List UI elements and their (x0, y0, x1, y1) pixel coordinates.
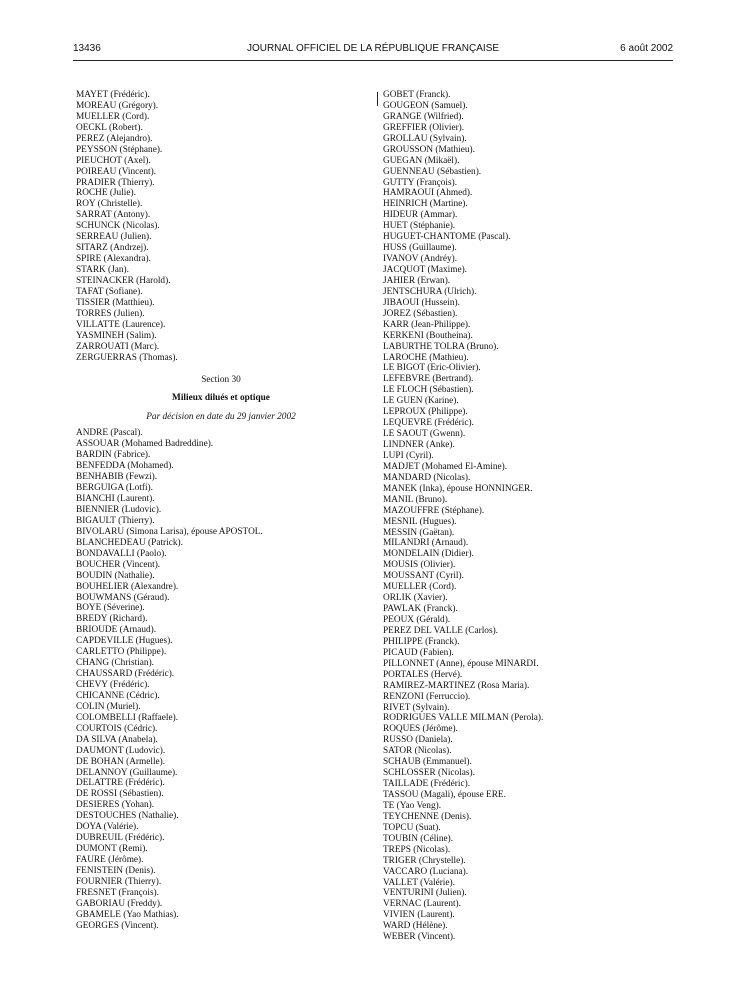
list-item: MESNIL (Hugues). (383, 516, 457, 527)
list-item: BOUWMANS (Géraud). (76, 592, 170, 603)
list-item: MANIL (Bruno). (383, 494, 448, 505)
list-item: SITARZ (Andrzej). (76, 243, 149, 254)
list-item: CARLETTO (Philippe). (76, 647, 167, 658)
list-item: SARRAT (Antony). (76, 210, 151, 221)
list-item: PEREZ DEL VALLE (Carlos). (383, 625, 498, 636)
list-item: DELANNOY (Guillaume). (76, 767, 178, 778)
list-item: IVANOV (Andréy). (383, 254, 458, 265)
list-item: MAZOUFFRE (Stéphane). (383, 505, 485, 516)
list-item: ASSOUAR (Mohamed Badreddine). (76, 439, 214, 450)
list-item: TASSOU (Magali), épouse ERE. (383, 790, 506, 800)
list-item: DESIERES (Yohan). (76, 800, 155, 811)
list-item: BIVOLARU (Simona Larisa), épouse APOSTOL. (76, 526, 263, 537)
list-item: BOUDIN (Nathalie). (76, 570, 155, 581)
list-item: MANEK (Inka), épouse HONNINGER. (383, 483, 533, 494)
list-item: COLIN (Muriel). (76, 701, 141, 712)
section-subtitle: Milieux dilués et optique (172, 393, 270, 404)
name-list-top (76, 90, 366, 363)
list-item: MILANDRI (Arnaud). (383, 538, 469, 549)
list-item: TRIGER (Chrystelle). (383, 855, 466, 866)
section-title: Section 30 (201, 375, 241, 386)
list-item: PAWLAK (Franck). (383, 604, 458, 615)
list-item: STARK (Jan). (76, 265, 129, 275)
list-item: CHAUSSARD (Frédéric). (76, 669, 175, 680)
list-item: BIANCHI (Laurent). (76, 494, 155, 505)
list-item: VENTURINI (Julien). (383, 888, 467, 899)
list-item: TISSIER (Matthieu). (76, 297, 155, 308)
list-item: LEPROUX (Philippe). (383, 407, 468, 418)
list-item: GUTTY (François). (383, 177, 458, 188)
list-item: GBAMELE (Yao Mathias). (76, 909, 179, 920)
list-item: HIDEUR (Ammar). (383, 210, 458, 221)
list-item: DESTOUCHES (Nathalie). (76, 811, 179, 822)
list-item: GRANGE (Wilfried). (383, 111, 464, 122)
header-rule (73, 60, 673, 61)
list-item: PEREZ (Alejandro). (76, 133, 153, 144)
list-item: JENTSCHURA (Ulrich). (383, 286, 477, 297)
list-item: YASMINEH (Salim). (76, 330, 157, 341)
list-item: TREPS (Nicolas). (383, 844, 451, 855)
list-item: BERGUIGA (Lotfi). (76, 483, 153, 494)
list-item: HAMRAOUI (Ahmed). (383, 188, 473, 199)
list-item: VERNAC (Laurent). (383, 899, 461, 910)
list-item: PEOUX (Gérald). (383, 615, 451, 625)
list-item: DUMONT (Remi). (76, 844, 148, 855)
list-item: CHANG (Christian). (76, 658, 154, 669)
list-item: SCHAUB (Emmanuel). (383, 757, 472, 768)
list-item: LEFEBVRE (Bertrand). (383, 374, 474, 385)
journal-title: JOURNAL OFFICIEL DE LA RÉPUBLIQUE FRANÇAISE (246, 43, 500, 54)
list-item: LE FLOCH (Sébastien). (383, 385, 474, 396)
list-item: TE (Yao Veng). (383, 800, 442, 811)
list-item: PORTALES (Hervé). (383, 669, 463, 680)
list-item: FENISTEIN (Denis). (76, 865, 156, 876)
list-item: GUENNEAU (Sébastien). (383, 166, 482, 177)
list-item: LUPI (Cyril). (383, 450, 434, 461)
list-item: ZERGUERRAS (Thomas). (76, 352, 178, 363)
list-item: BOYE (Séverine). (76, 603, 145, 614)
list-item: BONDAVALLI (Paolo). (76, 548, 167, 559)
publication-date: 6 août 2002 (620, 43, 673, 54)
list-item: RAMIREZ-MARTINEZ (Rosa Maria). (383, 680, 530, 691)
list-item: GOUGEON (Samuel). (383, 100, 468, 111)
list-item: HUET (Stéphanie). (383, 221, 456, 232)
list-item: LE GUEN (Karine). (383, 396, 459, 407)
list-item: ANDRE (Pascal). (76, 428, 143, 439)
name-list-right (383, 90, 673, 943)
list-item: JOREZ (Sébastien). (383, 308, 458, 319)
list-item: JIBAOUI (Hussein). (383, 297, 460, 308)
list-item: VACCARO (Luciana). (383, 866, 469, 877)
list-item: FAURE (Jérôme). (76, 855, 144, 865)
column-divider (377, 92, 378, 106)
list-item: HUSS (Guillaume). (383, 243, 457, 254)
list-item: FOURNIER (Thierry). (76, 876, 162, 887)
list-item: TAFAT (Sofiane). (76, 286, 143, 297)
list-item: COLOMBELLI (Raffaele). (76, 712, 179, 723)
list-item: TEYCHENNE (Denis). (383, 811, 472, 822)
list-item: MADJET (Mohamed El-Amine). (383, 461, 508, 472)
list-item: DAUMONT (Ludovic). (76, 745, 166, 756)
list-item: LEQUEVRE (Frédéric). (383, 418, 474, 429)
list-item: DOYA (Valérie). (76, 822, 139, 833)
list-item: BARDIN (Fabrice). (76, 450, 151, 461)
list-item: WEBER (Vincent). (383, 932, 456, 943)
list-item: SATOR (Nicolas). (383, 746, 452, 757)
list-item: JACQUOT (Maxime). (383, 265, 468, 275)
list-item: SCHLOSSER (Nicolas). (383, 768, 475, 779)
list-item: RUSSO (Daniela). (383, 735, 453, 746)
list-item: CHEVY (Frédéric). (76, 680, 150, 690)
list-item: GROLLAU (Sylvain). (383, 133, 467, 144)
list-item: GOBET (Franck). (383, 90, 451, 100)
list-item: MESSIN (Gaëtan). (383, 527, 455, 538)
page-number: 13436 (73, 43, 101, 54)
list-item: DE ROSSI (Sébastien). (76, 789, 164, 800)
list-item: DELATTRE (Frédéric). (76, 778, 165, 789)
list-item: PILLONNET (Anne), épouse MINARDI. (383, 658, 539, 669)
list-item: LINDNER (Anke). (383, 440, 455, 450)
list-item: MUELLER (Cord). (76, 111, 150, 122)
list-item: PIEUCHOT (Axel). (76, 155, 151, 166)
list-item: BENHABIB (Fewzi). (76, 472, 158, 483)
list-item: OECKL (Robert). (76, 122, 143, 133)
list-item: KARR (Jean-Philippe). (383, 319, 471, 330)
list-item: JAHIER (Erwan). (383, 275, 451, 286)
list-item: ROY (Christelle). (76, 199, 143, 210)
list-item: LE BIGOT (Eric-Olivier). (383, 363, 481, 374)
list-item: KERKENI (Boutheina). (383, 330, 473, 341)
list-item: MAYET (Frédéric). (76, 90, 150, 100)
list-item: GREFFIER (Olivier). (383, 122, 465, 133)
list-item: HEINRICH (Martine). (383, 199, 468, 210)
right-column (383, 90, 673, 943)
list-item: BIGAULT (Thierry). (76, 515, 155, 526)
list-item: MOREAU (Grégory). (76, 100, 159, 111)
name-list-bottom (76, 428, 366, 931)
list-item: SPIRE (Alexandra). (76, 254, 151, 265)
list-item: COURTOIS (Cédric). (76, 723, 158, 734)
list-item: VALLET (Valérie). (383, 877, 455, 888)
list-item: GROUSSON (Mathieu). (383, 144, 475, 155)
list-item: PRADIER (Thierry). (76, 177, 155, 188)
list-item: LE SAOUT (Gwenn). (383, 429, 466, 440)
list-item: HUGUET-CHANTOME (Pascal). (383, 232, 511, 243)
list-item: GABORIAU (Freddy). (76, 898, 163, 909)
list-item: TOPCU (Suat). (383, 822, 441, 833)
list-item: GEORGES (Vincent). (76, 920, 159, 931)
list-item: LABURTHE TOLRA (Bruno). (383, 341, 499, 352)
list-item: BOUCHER (Vincent). (76, 559, 161, 570)
list-item: VIVIEN (Laurent). (383, 910, 455, 921)
list-item: PHILIPPE (Franck). (383, 636, 460, 647)
list-item: RENZONI (Ferruccio). (383, 691, 471, 702)
page-header (73, 43, 673, 57)
list-item: ROQUES (Jérôme). (383, 724, 458, 735)
list-item: MONDELAIN (Didier). (383, 549, 474, 560)
list-item: SCHUNCK (Nicolas). (76, 221, 160, 232)
list-item: BIENNIER (Ludovic). (76, 505, 162, 515)
list-item: BRIOUDE (Arnaud). (76, 625, 157, 636)
list-item: SERREAU (Julien). (76, 232, 152, 243)
list-item: CAPDEVILLE (Hugues). (76, 636, 173, 647)
list-item: FRESNET (François). (76, 887, 159, 898)
list-item: BREDY (Richard). (76, 614, 148, 625)
list-item: DUBREUIL (Frédéric). (76, 833, 165, 844)
list-item: STEINACKER (Harold). (76, 275, 171, 286)
list-item: BLANCHEDEAU (Patrick). (76, 537, 183, 548)
list-item: PICAUD (Fabien). (383, 647, 454, 658)
list-item: VILLATTE (Laurence). (76, 319, 166, 330)
list-item: POIREAU (Vincent). (76, 166, 156, 177)
list-item: WARD (Hélène). (383, 921, 448, 932)
list-item: CHICANNE (Cédric). (76, 690, 160, 701)
list-item: DE BOHAN (Armelle). (76, 756, 166, 767)
list-item: MOUSSANT (Cyril). (383, 571, 464, 582)
list-item: DA SILVA (Anabela). (76, 734, 158, 745)
list-item: ROCHE (Julie). (76, 188, 136, 199)
list-item: MUELLER (Cord). (383, 582, 457, 593)
left-column (76, 90, 366, 932)
list-item: BENFEDDA (Mohamed). (76, 461, 174, 472)
list-item: TORRES (Julien). (76, 308, 145, 319)
list-item: LAROCHE (Mathieu). (383, 352, 469, 363)
list-item: ORLIK (Xavier). (383, 593, 448, 604)
list-item: ZARROUATI (Marc). (76, 341, 160, 352)
list-item: TAILLADE (Frédéric). (383, 779, 471, 790)
section-decision: Par décision en date du 29 janvier 2002 (146, 412, 296, 423)
list-item: MANDARD (Nicolas). (383, 472, 471, 483)
list-item: BOUHELIER (Alexandre). (76, 581, 179, 592)
list-item: PEYSSON (Stéphane). (76, 144, 163, 155)
list-item: GUEGAN (Mikaël). (383, 155, 460, 166)
list-item: MOUSIS (Olivier). (383, 560, 456, 571)
list-item: RIVET (Sylvain). (383, 702, 450, 713)
list-item: RODRIGUES VALLE MILMAN (Perola). (383, 713, 544, 724)
list-item: TOUBIN (Céline). (383, 833, 454, 844)
